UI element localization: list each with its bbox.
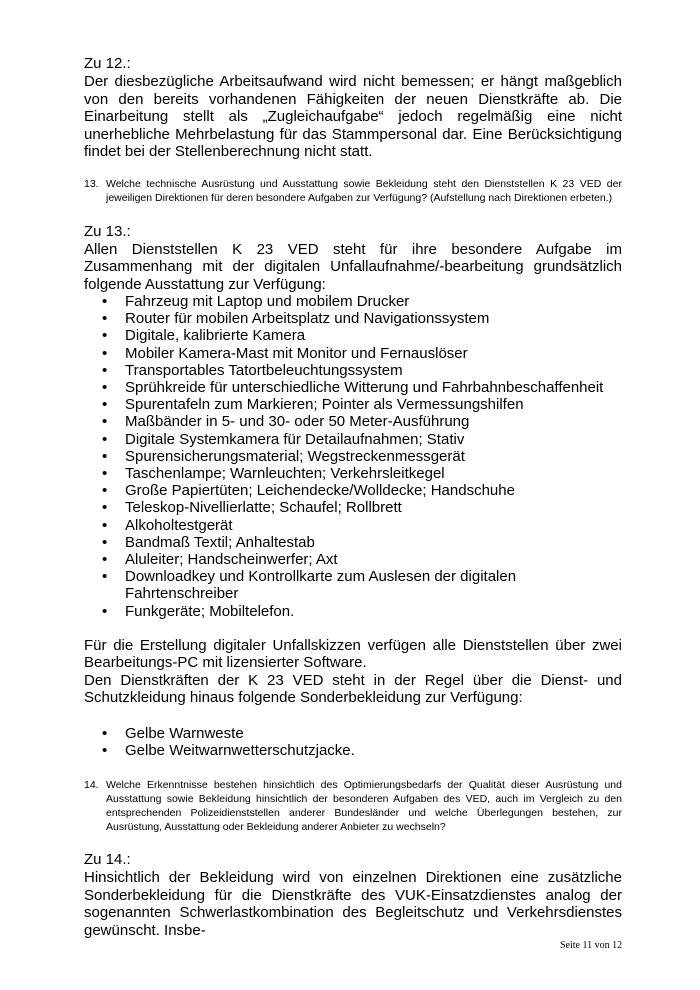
equipment-list xyxy=(84,293,622,620)
clothing-item: • Gelbe Weitwarnwetterschutzjacke. xyxy=(100,742,622,759)
equipment-item: • Aluleiter; Handscheinwerfer; Axt xyxy=(100,551,622,568)
answer-13-skizzen: Für die Erstellung digitaler Unfallskizzen verfügen alle Dienststellen über zwei Bearbeitungs-PC mit lizensierter Software. xyxy=(84,636,622,672)
equipment-item: • Router für mobilen Arbeitsplatz und Navigationssystem xyxy=(100,310,622,327)
question-13-number: 13. xyxy=(84,177,99,190)
answer-14-text: Hinsichtlich der Bekleidung wird von einzelnen Direktionen eine zusätzliche Sonderbekleidung für die Dienstkräfte des VUK-Einsatzdienstes analog der sogenannten Schwerlastkombination des Begleitschutz und Verkehrsdienstes gewünscht. Insbe- xyxy=(84,869,622,939)
equipment-item: • Digitale Systemkamera für Detailaufnahmen; Stativ xyxy=(100,431,622,448)
equipment-item: • Funkgeräte; Mobiltelefon. xyxy=(100,603,622,620)
question-13 xyxy=(84,177,622,205)
question-14-text: Welche Erkenntnisse bestehen hinsichtlich des Optimierungsbedarfs der Qualität dieser Ausrüstung und Ausstattung sowie Bekleidung hinsichtlich der besonderen Aufgaben des VED, auch im Vergleich zu den entsprechenden Polizeidienststellen anderer Bundesländer und welche Überlegungen bestehen, zur Ausrüstung, Ausstattung oder Bekleidung anderer Anbieter zu wechseln? xyxy=(106,779,622,834)
clothing-item: • Gelbe Warnweste xyxy=(100,725,622,742)
question-14 xyxy=(84,778,622,834)
question-14-number: 14. xyxy=(84,779,99,792)
document-body xyxy=(84,54,622,939)
answer-12-heading: Zu 12.: xyxy=(84,55,131,72)
equipment-item: • Sprühkreide für unterschiedliche Witterung und Fahrbahnbeschaffenheit xyxy=(100,379,622,396)
equipment-item: • Bandmaß Textil; Anhaltestab xyxy=(100,534,622,551)
answer-13-clothing-intro: Den Dienstkräften der K 23 VED steht in der Regel über die Dienst- und Schutzkleidung hinaus folgende Sonderbekleidung zur Verfügung: xyxy=(84,671,622,707)
question-13-text: Welche technische Ausrüstung und Ausstattung sowie Bekleidung steht den Dienststellen K 23 VED der jeweiligen Direktionen für deren besondere Aufgaben zur Verfügung? (Aufstellung nach Direktionen erbeten.) xyxy=(106,177,622,204)
page-number: Seite 11 von 12 xyxy=(560,940,623,951)
equipment-item: • Digitale, kalibrierte Kamera xyxy=(100,327,622,344)
equipment-item: • Maßbänder in 5- und 30- oder 50 Meter-Ausführung xyxy=(100,413,622,430)
equipment-item: • Downloadkey und Kontrollkarte zum Auslesen der digitalen Fahrtenschreiber xyxy=(100,568,622,602)
equipment-item: • Transportables Tatortbeleuchtungssystem xyxy=(100,362,622,379)
equipment-item: • Spurensicherungsmaterial; Wegstreckenmessgerät xyxy=(100,448,622,465)
answer-13-intro: Allen Dienststellen K 23 VED steht für ihre besondere Aufgabe im Zusammenhang mit der digitalen Unfallaufnahme/-bearbeitung grundsätzlich folgende Ausstattung zur Verfügung: xyxy=(84,240,622,293)
answer-12-text: Der diesbezügliche Arbeitsaufwand wird nicht bemessen; er hängt maßgeblich von den bereits vorhandenen Fähigkeiten der neuen Dienstkräfte ab. Die Einarbeitung stellt als „Zugleichaufgabe“ jedoch regelmäßig eine nicht unerhebliche Mehrbelastung für das Stammpersonal dar. Eine Berücksichtigung findet bei der Stellenberechnung nicht statt. xyxy=(84,73,622,160)
answer-13-heading: Zu 13.: xyxy=(84,222,131,240)
answer-14-heading: Zu 14.: xyxy=(84,851,131,869)
equipment-item: • Mobiler Kamera-Mast mit Monitor und Fernauslöser xyxy=(100,345,622,362)
equipment-item: • Taschenlampe; Warnleuchten; Verkehrsleitkegel xyxy=(100,465,622,482)
equipment-item: • Spurentafeln zum Markieren; Pointer als Vermessungshilfen xyxy=(100,396,622,413)
equipment-item: • Teleskop-Nivellierlatte; Schaufel; Rollbrett xyxy=(100,499,622,516)
clothing-list xyxy=(84,725,622,759)
equipment-item: • Alkoholtestgerät xyxy=(100,517,622,534)
equipment-item: • Fahrzeug mit Laptop und mobilem Drucker xyxy=(100,293,622,310)
equipment-item: • Große Papiertüten; Leichendecke/Wolldecke; Handschuhe xyxy=(100,482,622,499)
